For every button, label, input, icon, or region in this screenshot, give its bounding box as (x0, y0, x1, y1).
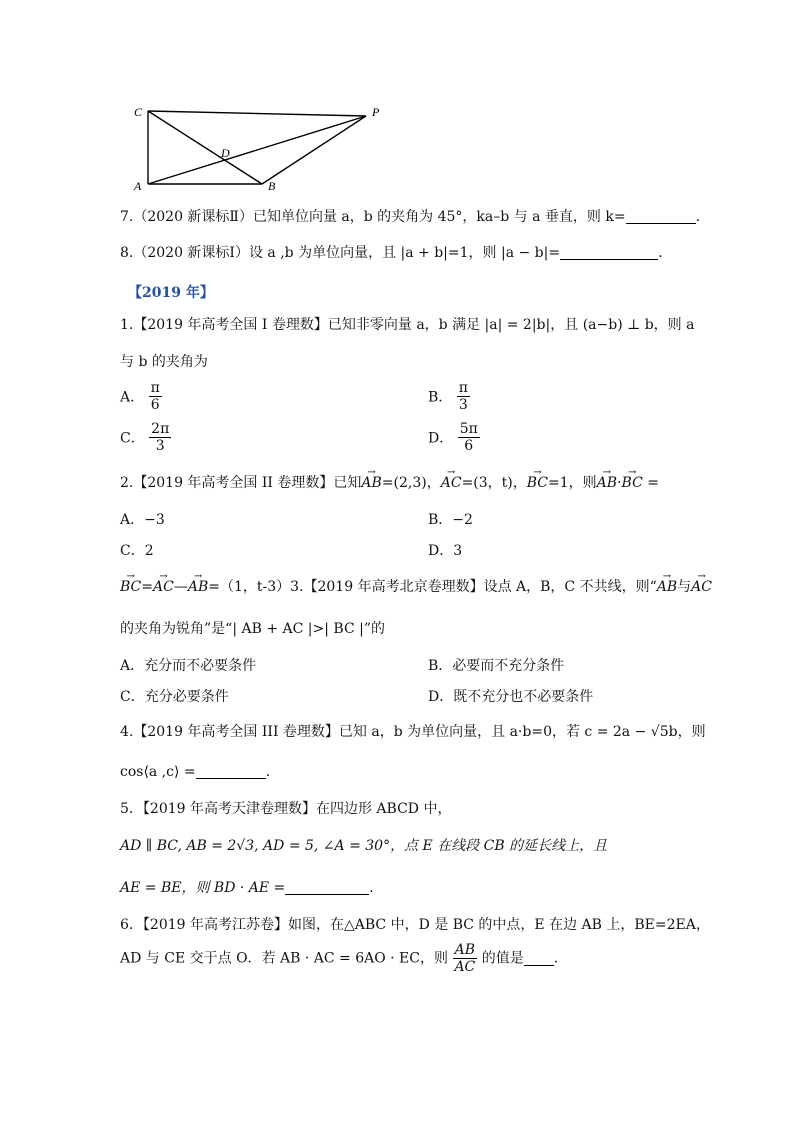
fraction-numerator: AB (454, 942, 476, 958)
fraction-denominator: 3 (458, 397, 468, 413)
question-4-end: . (265, 764, 271, 780)
question-8-text: 8.（2020 新课标Ⅰ）设 a ,b 为单位向量，且 |a + b|=1，则 |a − b|= (120, 245, 561, 261)
fraction (149, 421, 171, 454)
segment-cb (148, 111, 262, 184)
option-1d[interactable] (428, 421, 480, 454)
vector-ac: → AC (691, 578, 712, 596)
question-5-line2: AD ∥ BC, AB = 2√3, AD = 5, ∠A = 30°，点 E 在线段 CB 的延长线上，且 (120, 838, 608, 854)
option-3c[interactable]: C．充分必要条件 (120, 689, 229, 705)
option-3a[interactable]: A．充分而不必要条件 (120, 658, 257, 674)
option-2c[interactable]: C．2 (120, 543, 154, 559)
label-d: D (221, 146, 230, 160)
question-1-line2: 与 b 的夹角为 (120, 354, 208, 370)
dot-operator: · (617, 475, 622, 491)
option-1b[interactable] (428, 380, 470, 413)
label-p: P (372, 105, 380, 119)
vector-ab: → AB (597, 474, 617, 492)
conjunction: 与 (677, 579, 692, 595)
question-5-end: . (369, 880, 374, 896)
question-6-tail: 的值是 (481, 950, 524, 967)
option-2b[interactable]: B．−2 (428, 512, 473, 528)
fraction (149, 380, 162, 413)
question-2-text: 2.【2019 年高考全国 II 卷理数】已知 (120, 475, 362, 491)
question-6-line1: 6．【2019 年高考江苏卷】如图，在△ABC 中，D 是 BC 的中点，E 在边 AB 上，BE=2EA， (120, 917, 710, 933)
fraction-numerator: π (150, 380, 160, 396)
option-2a[interactable]: A．−3 (120, 512, 165, 528)
option-3d[interactable]: D．既不充分也不必要条件 (428, 689, 594, 705)
question-8 (120, 244, 663, 262)
vector-bc: → BC (527, 474, 548, 492)
option-2d[interactable]: D．3 (428, 543, 463, 559)
answer-blank-4[interactable] (196, 764, 266, 779)
segment-cp (148, 111, 366, 116)
fraction (457, 380, 470, 413)
answer-blank-8[interactable] (560, 245, 658, 260)
question-7 (120, 208, 700, 226)
fraction-denominator: 3 (155, 438, 165, 454)
question-7-text: 7.（2020 新课标Ⅱ）已知单位向量 a，b 的夹角为 45°，ka–b 与 a 垂直，则 k= (120, 209, 626, 225)
question-6-text: AD 与 CE 交于点 O．若 AB · AC = 6AO · EC，则 (120, 950, 448, 967)
minus-sign: — (173, 579, 188, 595)
fraction-denominator: 6 (150, 397, 160, 413)
vector-ac: → AC (441, 474, 462, 492)
label-c: C (134, 105, 143, 119)
segment-bp (262, 116, 366, 184)
question-2 (120, 474, 659, 492)
question-4-expression: cos⟨a ,c⟩ = (120, 764, 196, 780)
equals-sign: = (141, 579, 153, 595)
label-b: B (268, 179, 276, 193)
answer-blank-5[interactable] (285, 880, 369, 895)
question-3-text: 3.【2019 年高考北京卷理数】设点 A，B，C 不共线，则“ (290, 579, 657, 595)
question-5-expression: AE = BE，则 BD · AE = (120, 880, 286, 896)
answer-blank-6[interactable] (524, 951, 554, 966)
question-4-line2 (120, 763, 270, 781)
fraction-denominator: AC (454, 959, 476, 975)
label-a: A (134, 179, 142, 193)
question-3-line2: 的夹角为锐角”是“| AB + AC |>| BC |”的 (120, 621, 385, 637)
fraction (458, 421, 480, 454)
fraction-numerator: π (458, 380, 468, 396)
question-3-line1 (120, 578, 712, 596)
vector-ac: → AC (153, 578, 174, 596)
equals-sign: = (642, 475, 659, 491)
geometry-figure (128, 100, 388, 195)
option-3b[interactable]: B．必要而不充分条件 (428, 658, 565, 674)
question-1-line1: 1.【2019 年高考全国 I 卷理数】已知非零向量 a，b 满足 |a| = 2|b|，且 (a−b) ⊥ b，则 a (120, 317, 695, 333)
question-6-line2 (120, 942, 558, 975)
option-label: D． (428, 430, 454, 447)
question-4-line1: 4.【2019 年高考全国 III 卷理数】已知 a，b 为单位向量，且 a·b=0，若 c = 2a − √5b，则 (120, 724, 706, 740)
vector-bc: → BC (120, 578, 141, 596)
vector-value: =（1，t-3） (208, 579, 291, 595)
question-6-end: . (553, 950, 559, 967)
fraction-numerator: 5π (459, 421, 478, 437)
vector-ab: → AB (657, 578, 677, 596)
vector-ab-value: =(2,3)， (381, 475, 441, 491)
fraction-ab-ac (452, 942, 477, 975)
vector-bc-value: =1，则 (548, 475, 597, 491)
option-label: A． (120, 389, 145, 406)
vector-ab: → AB (361, 474, 381, 492)
segment-ap (148, 116, 366, 184)
section-heading-2019: 【2019 年】 (128, 285, 214, 301)
question-7-end: . (695, 209, 701, 225)
option-1c[interactable] (120, 421, 171, 454)
question-5-line1: 5．【2019 年高考天津卷理数】在四边形 ABCD 中， (120, 801, 452, 817)
fraction-denominator: 6 (464, 438, 474, 454)
fraction-numerator: 2π (151, 421, 170, 437)
option-label: C． (120, 430, 145, 447)
vector-bc: → BC (622, 474, 643, 492)
answer-blank-7[interactable] (626, 209, 696, 224)
vector-ac-value: =(3，t)， (461, 475, 527, 491)
option-label: B． (428, 389, 453, 406)
question-8-end: . (658, 245, 663, 261)
option-1a[interactable] (120, 380, 162, 413)
question-5-line3 (120, 879, 374, 897)
vector-ab: → AB (188, 578, 208, 596)
